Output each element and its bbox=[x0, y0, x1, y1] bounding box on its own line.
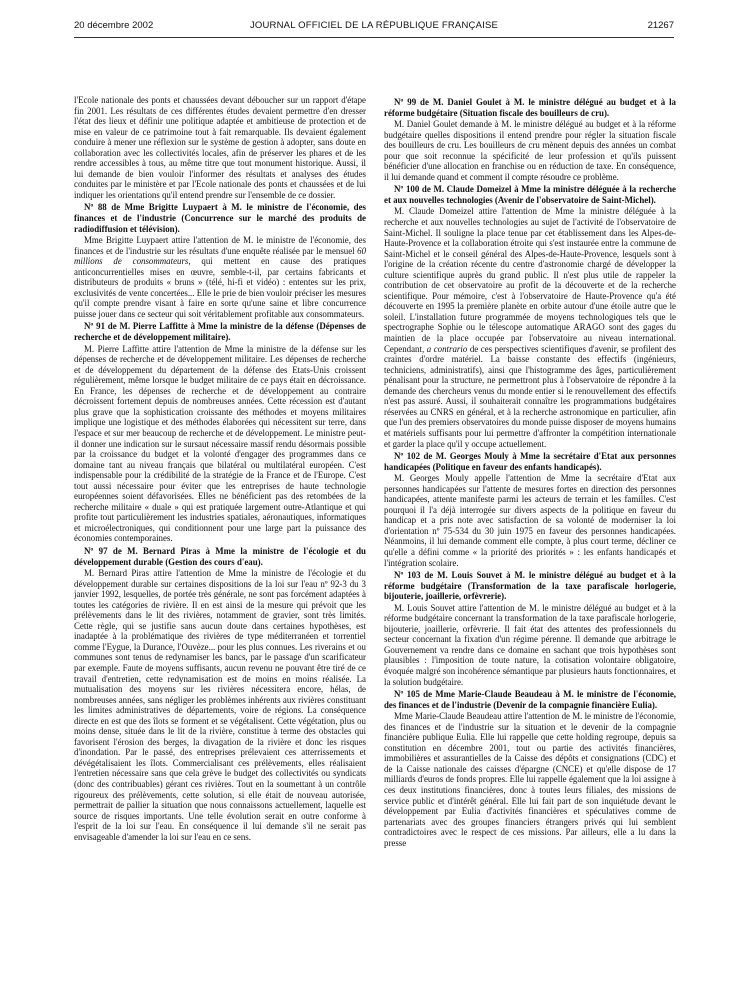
question-102-text: M. Georges Mouly appelle l'attention de Mme la secrétaire d'Etat aux personnes handicapées sur l'attente de mesures fortes en direction des personnes handicapées, attente manifeste parmi les acteurs de terrain et les familles. C'est pourquoi il l'a déjà interrogée sur divers aspects de la politique en faveur du handicap et a pris note avec satisfaction de sa volonté de moderniser la loi d'orientation nº 75-534 du 30 juin 1975 en faveur des personnes handicapées. Néanmoins, il lui demande comment elle compte, à plus court terme, décliner ce qu'elle a défini comme « la priorité des priorités » : les enfants handicapés et l'intégration scolaire. bbox=[384, 473, 676, 568]
right-column bbox=[384, 95, 676, 975]
header-date: 20 décembre 2002 bbox=[74, 20, 154, 31]
question-100-text-a: M. Claude Domeizel attire l'attention de Mme la ministre déléguée à la recherche et aux nouvelles technologies au sujet de l'activité de l'observatoire de Saint-Michel. Il souligne la place tenue par cet établissement dans les Alpes-de-Haute-Provence et la collaboration étroite qui s'est instaurée entre la commune de Saint-Michel et le conseil général des Alpes-de-Haute-Provence, lesquels sont à l'origine de la création récente du centre d'astronomie chargé de développer la culture scientifique auprès du grand public. Il n'est plus utile de rappeler la contribution de cet observatoire au profit de la découverte et de la recherche scientifique. Pour mémoire, c'est à l'observatoire de Haute-Provence qu'a été découverte en 1995 la première planète en orbite autour d'une étoile autre que le soleil. L'installation future programmée de moyens technologiques tels que le spectrographe Sophie ou le télescope automatique ARAGO sont des gages du maintien de la place occupée par l'observatoire au niveau international. Cependant, bbox=[384, 206, 676, 354]
header-page-number: 21267 bbox=[647, 20, 674, 31]
header-journal-title: JOURNAL OFFICIEL DE LA RÉPUBLIQUE FRANÇAISE bbox=[249, 20, 499, 31]
question-97-title: Nº 97 de M. Bernard Piras à Mme la ministre de l'écologie et du développement durable (Gestion des cours d'eau). bbox=[74, 545, 366, 567]
page-header bbox=[74, 20, 674, 34]
question-100-text bbox=[384, 206, 676, 449]
question-99-text: M. Daniel Goulet demande à M. le ministre délégué au budget et à la réforme budgétaire quelles dispositions il entend prendre pour régler la situation fiscale des bouilleurs de cru. Les bouilleurs de cru mènent depuis des années un combat pour que soit reconnue la spécificité de leur profession et qu'ils puissent bénéficier d'une allocation en franchise ou en réduction de taxe. En conséquence, il lui demande quand et comment il compte résoudre ce problème. bbox=[384, 119, 676, 182]
question-100-text-b: de ces perspectives scientifiques d'avenir, se profilent des craintes d'ordre matériel. La baisse constante des effectifs (ingénieurs, techniciens, administratifs), ainsi que l'histogramme des âges, particulièrement pénalisant pour la structure, ne permettront plus à l'observatoire de répondre à la demande des chercheurs venus du monde entier si le renouvellement des effectifs n'est pas assuré. Aussi, il souhaiterait connaître les programmations budgétaires réservées au CNRS en général, et à la recherche astronomique en particulier, afin que l'un des premiers observatoires du monde puisse disposer de moyens humains et matériels suffisants pour lui permettre d'affronter la compétition internationale et garder la place qu'il y occupe actuellement. bbox=[384, 343, 676, 449]
header-rule bbox=[74, 37, 674, 38]
question-88-text bbox=[74, 235, 366, 319]
question-103-title: Nº 103 de M. Louis Souvet à M. le ministre délégué au budget et à la réforme budgétaire (Transformation de la taxe parafiscale horlogerie, bijouterie, joaillerie, orfèvrerie). bbox=[384, 570, 676, 602]
question-102-title: Nº 102 de M. Georges Mouly à Mme la secrétaire d'Etat aux personnes handicapées (Politique en faveur des enfants handicapés). bbox=[384, 451, 676, 472]
question-91-text: M. Pierre Laffitte attire l'attention de Mme la ministre de la défense sur les dépenses de recherche et de développement militaire. Les dépenses de recherche et de développement du département de la défense des Etats-Unis croissent régulièrement, même lorsque le budget militaire de ce pays était en décroissance. En France, les dépenses de recherche et de développement au contraire décroissent fortement depuis de nombreuses années. Cette récession est d'autant plus grave que la sophistication croissante des méthodes et moyens militaires implique une logistique et des méthodes élaborées qui nécessitent sur terre, dans l'espace et sur mer beaucoup de recherche et de développement. Le ministre peut-il donner une indication sur le sursaut nécessaire massif rendu désormais possible par la croissance du budget et la volonté d'engager des programmes dans ce domaine tant au niveau français que bilatéral ou multilatéral européen. C'est indispensable pour la crédibilité de la stratégie de la France et de l'Europe. C'est tout aussi nécessaire pour éviter que les entreprises de haute technologie européennes soient défavorisées. Elles ne bénéficient pas des retombées de la recherche militaire « duale » qui est pratiquée largement outre-Atlantique et qui profite tout particulièrement les industries spatiales, aéronautiques, informatiques et microélectroniques, qui conditionnent pour une large part la puissance des économies contemporaines. bbox=[74, 343, 366, 544]
question-100-title: Nº 100 de M. Claude Domeizel à Mme la ministre déléguée à la recherche et aux nouvelles technologies (Avenir de l'observatoire de Saint-Michel). bbox=[384, 184, 676, 205]
question-97-text: M. Bernard Piras attire l'attention de Mme la ministre de l'écologie et du développement durable sur certaines dispositions de la loi sur l'eau nº 92-3 du 3 janvier 1992, lesquelles, de portée très générale, ne sont pas forcément adaptées à toutes les catégories de rivière. Il en est ainsi de la mesure qui prévoit que les prélèvements dans le lit des rivières, notamment de gravier, sont très limités. Cette règle, qui se justifie sans aucun doute dans certaines hypothèses, est inadaptée à la problématique des rivières de type méditerranéen et torrentiel comme l'Eygue, la Durance, l'Ouvèze... pour les plus connues. Les riverains et ou communes sont tenus de redynamiser les bancs, par le passage d'un scarificateur par exemple. Faute de moyens suffisants, aucun revenu ne pouvant être tiré de ce travail d'entretien, cette redynamisation est de moins en moins réalisée. La mutualisation des moyens sur les rivières nécessitera encore, hélas, de nombreuses années, sans négliger les problèmes inhérents aux rivières constituant les limites administratives de départements, voire de régions. La conséquence directe en est que des îlots se forment et se végétalisent. Cette végétation, plus ou moins dense, située dans le lit de la rivière, constitue à terme des obstacles qui favorisent l'érosion des berges, la divagation de la rivière et donc les risques d'inondation. Par le passé, des entreprises prélevaient ces atterrissements et dévégétalisaient les îlots. Commercialisant ces prélèvements, elles réalisaient l'entretien nécessaire sans que cela grève le budget des collectivités ou syndicats (donc des contribuables) gérant ces rivières. Tout en la soumettant à un contrôle rigoureux des prélèvements, cette solution, si elle était de nouveau autorisée, permettrait de pallier la situation que nous connaissons actuellement, laquelle est source de risques importants. Une telle évolution serait en outre conforme à l'esprit de la loi sur l'eau. En conséquence il lui demande s'il ne serait pas envisageable d'amender la loi sur l'eau en ce sens. bbox=[74, 568, 366, 842]
question-91-title: Nº 91 de M. Pierre Laffitte à Mme la ministre de la défense (Dépenses de recherche et de développement militaire). bbox=[74, 321, 366, 343]
question-103-text: M. Louis Souvet attire l'attention de M. le ministre délégué au budget et à la réforme budgétaire concernant la transformation de la taxe parafiscale horlogerie, bijouterie, joaillerie, orfèvrerie. Il fait état des attentes des professionnels du secteur concernant la fixation d'un régime pérenne. Il demande que arbitrage le Gouvernement va rendre dans ce domaine en sachant que trois hypothèses sont plausibles : l'imposition de toute nature, la cotisation volontaire obligatoire, évoquée malgré son incohérence sémantique par plusieurs hauts fonctionnaires, et la solution budgétaire. bbox=[384, 602, 676, 687]
question-88-magazine: 60 millions de consommateurs bbox=[74, 245, 366, 267]
question-99-title: Nº 99 de M. Daniel Goulet à M. le ministre délégué au budget et à la réforme budgétaire (Situation fiscale des bouilleurs de cru). bbox=[384, 97, 676, 118]
question-100-latin: a contrario bbox=[426, 343, 468, 354]
question-88-title: Nº 88 de Mme Brigitte Luypaert à M. le ministre de l'économie, des finances et de l'industrie (Concurrence sur le marché des produits de radiodiffusion et télévision). bbox=[74, 202, 366, 234]
intro-paragraph: l'Ecole nationale des ponts et chaussées devant déboucher sur un rapport d'étape fin 2001. Les résultats de ces différentes études devaient permettre d'en dresser l'état des lieux et définir une politique adaptée et ambitieuse de protection et de mise en valeur de ce patrimoine tout à fait remarquable. Ils devaient également conduire à mener une réflexion sur le système de gestion à adopter, sans doute en collaboration avec les collectivités locales, afin de préserver les phares et de les rendre accessibles à tous, au même titre que tout monument historique. Aussi, il lui demande de bien vouloir l'informer des résultats et analyses des études conduites par le ministère et par l'Ecole nationale des ponts et chaussées et de lui indiquer les orientations qu'il entend prendre sur l'ensemble de ce dossier. bbox=[74, 95, 366, 200]
question-105-text: Mme Marie-Claude Beaudeau attire l'attention de M. le ministre de l'économie, des finances et de l'industrie sur la situation et le devenir de la compagnie financière publique Eulia. Elle lui rappelle que cette holding regroupe, depuis sa constitution en décembre 2001, tout ou partie des activités financières, immobilières et assurantielles de la Caisse des dépôts et consignations (CDC) et de la Caisse nationale des caisses d'épargne (CNCE) et qu'elle dispose de 17 milliards d'euros de fonds propres. Elle lui rappelle également que la loi assigne à ces deux institutions financières, donc à toutes leurs filiales, des missions de service public et d'intérêt général. Elle lui fait part de son inquiétude devant le développement par Eulia d'activités financières et spéculatives comme de partenariats avec des groupes financiers étrangers privés qui lui semblent contradictoires avec le respect de ces missions. Par ailleurs, elle a lu dans la presse bbox=[384, 711, 676, 848]
question-105-title: Nº 105 de Mme Marie-Claude Beaudeau à M. le ministre de l'économie, des finances et de l'industrie (Devenir de la compagnie financière Eulia). bbox=[384, 689, 676, 710]
left-column bbox=[74, 95, 366, 975]
question-88-text-a: Mme Brigitte Luypaert attire l'attention de M. le ministre de l'économie, des finances et de l'industrie sur les résultats d'une enquête réalisée par le mensuel bbox=[74, 235, 366, 256]
question-88-text-b: , qui mettent en cause des pratiques anticoncurrentielles mises en œuvre, semble-t-il, par certains fabricants et distributeurs de produits « bruns » (télé, hi-fi et vidéo) : ententes sur les prix, exclusivités de vente concertées... Elle le prie de bien vouloir préciser les mesures qu'il compte prendre visant à faire en sorte qu'une saine et libre concurrence puisse jouer dans ce secteur qui soit véritablement profitable aux consommateurs. bbox=[74, 256, 366, 319]
